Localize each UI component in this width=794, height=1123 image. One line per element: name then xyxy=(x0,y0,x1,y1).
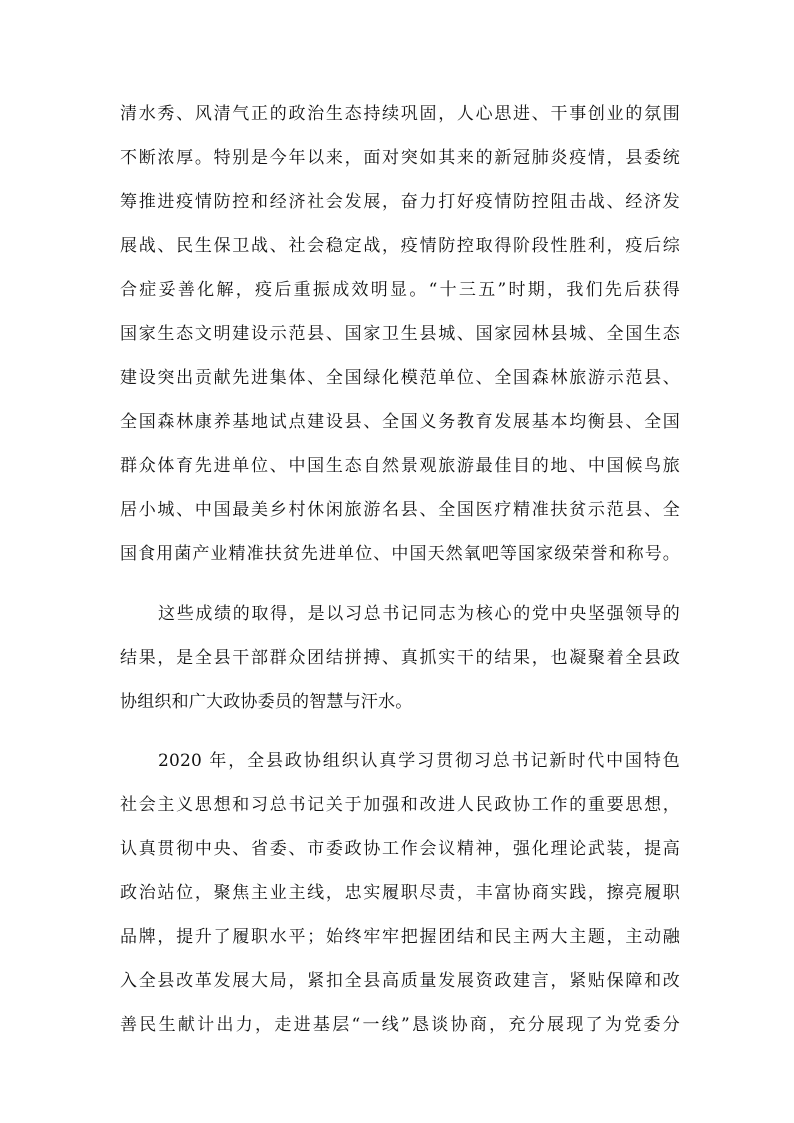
paragraph-2-line-3: 协组织和广大政协委员的智慧与汗水。 xyxy=(120,692,413,712)
paragraph-1-line-7: 建设突出贡献先进集体、全国绿化模范单位、全国森林旅游示范县、 xyxy=(120,368,680,388)
paragraph-1-line-6: 国家生态文明建设示范县、国家卫生县城、国家园林县城、全国生态 xyxy=(120,324,680,344)
paragraph-3-line-5: 品牌，提升了履职水平；始终牢牢把握团结和民主两大主题，主动融 xyxy=(120,927,680,947)
paragraph-1-line-2: 不断浓厚。特别是今年以来，面对突如其来的新冠肺炎疫情，县委统 xyxy=(120,148,680,168)
paragraph-2-line-1: 这些成绩的取得，是以习总书记同志为核心的党中央坚强领导的 xyxy=(158,604,680,624)
paragraph-1-line-3: 筹推进疫情防控和经济社会发展，奋力打好疫情防控阻击战、经济发 xyxy=(120,192,680,212)
paragraph-3-line-6: 入全县改革发展大局，紧扣全县高质量发展资政建言，紧贴保障和改 xyxy=(120,971,680,991)
paragraph-2-line-2: 结果，是全县干部群众团结拼搏、真抓实干的结果，也凝聚着全县政 xyxy=(120,648,680,668)
paragraph-1-line-10: 居小城、中国最美乡村休闲旅游名县、全国医疗精准扶贫示范县、全 xyxy=(120,500,680,520)
paragraph-3-line-3: 认真贯彻中央、省委、市委政协工作会议精神，强化理论武装，提高 xyxy=(120,839,680,859)
paragraph-1-line-8: 全国森林康养基地试点建设县、全国义务教育发展基本均衡县、全国 xyxy=(120,412,680,432)
paragraph-3-line-2: 社会主义思想和习总书记关于加强和改进人民政协工作的重要思想， xyxy=(120,795,680,815)
paragraph-1-line-11: 国食用菌产业精准扶贫先进单位、中国天然氧吧等国家级荣誉和称号。 xyxy=(120,544,680,564)
paragraph-3-line-1: 2020 年，全县政协组织认真学习贯彻习总书记新时代中国特色 xyxy=(158,751,680,771)
paragraph-3-line-7: 善民生献计出力，走进基层“一线”恳谈协商，充分展现了为党委分 xyxy=(120,1015,680,1035)
paragraph-3-line-4: 政治站位，聚焦主业主线，忠实履职尽责，丰富协商实践，擦亮履职 xyxy=(120,883,680,903)
paragraph-1-line-4: 展战、民生保卫战、社会稳定战，疫情防控取得阶段性胜利，疫后综 xyxy=(120,236,680,256)
paragraph-1-line-1: 清水秀、风清气正的政治生态持续巩固，人心思进、干事创业的氛围 xyxy=(120,104,680,124)
paragraph-1-line-9: 群众体育先进单位、中国生态自然景观旅游最佳目的地、中国候鸟旅 xyxy=(120,456,680,476)
paragraph-1-line-5: 合症妥善化解，疫后重振成效明显。“十三五”时期，我们先后获得 xyxy=(120,280,680,300)
